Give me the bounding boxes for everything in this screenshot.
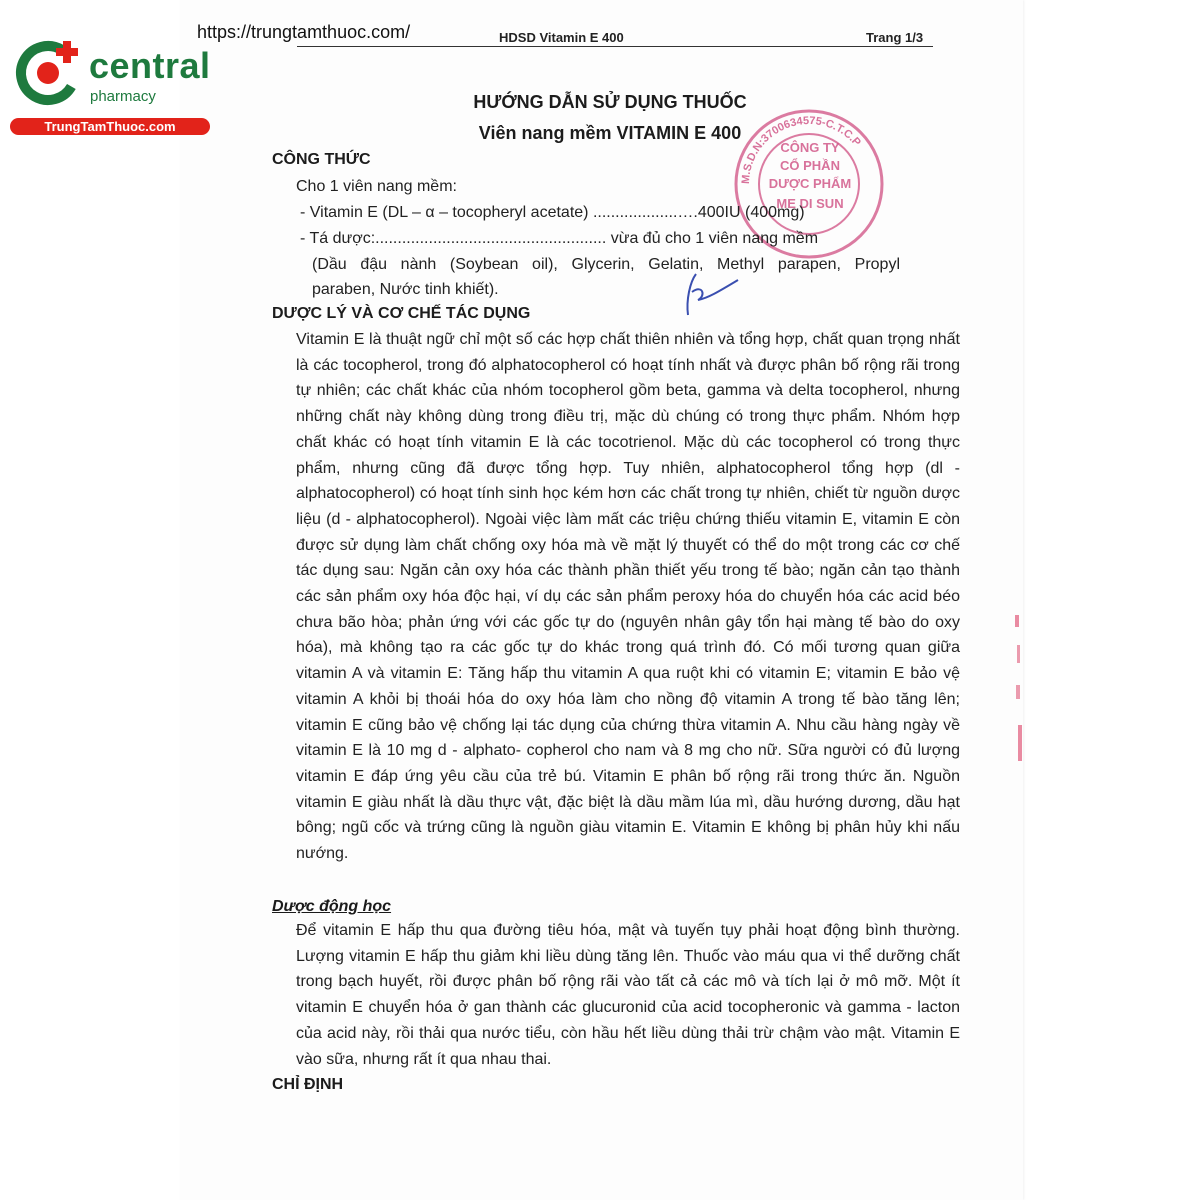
logo-subtitle: pharmacy <box>90 88 156 105</box>
logo-site-banner: TrungTamThuoc.com <box>10 118 210 135</box>
section-heading-formula: CÔNG THỨC <box>272 151 371 168</box>
section-heading-indication: CHỈ ĐỊNH <box>272 1076 344 1093</box>
formula-intro: Cho 1 viên nang mềm: <box>296 178 457 195</box>
logo-wordmark: central <box>89 45 211 86</box>
section-heading-pharmacology: DƯỢC LÝ VÀ CƠ CHẾ TÁC DỤNG <box>272 305 531 322</box>
stamp-line-1: CÔNG TY <box>780 140 840 155</box>
document-title: HƯỚNG DẪN SỬ DỤNG THUỐC <box>473 92 747 112</box>
stamp-ring-text: M.S.D.N:3700634575-C.T.C.P <box>739 114 863 185</box>
pharmacokinetics-paragraph: Để vitamin E hấp thu qua đường tiêu hóa, mật và tuyến tụy phải hoạt động bình thường. Lượng vitamin E hấp thu giảm khi liều dùng tăng lên. Thuốc vào máu qua vi thể dưỡng chất trong bạch huyết, rồi được phân bố rộng rãi vào tất cả các mô và tích lại ở mô mỡ. Một ít vitamin E chuyển hóa ở gan thành các glucuronid của acid tocopheronic và gamma - lacton của acid này, rồi thải qua nước tiểu, còn hầu hết liều dùng thải trừ chậm vào mật. Vitamin E vào sữa, nhưng rất ít qua nhau thai. <box>296 922 960 1068</box>
formula-excipients-list: (Dầu đậu nành (Soybean oil), Glycerin, Gelatin, Methyl parapen, Propyl <box>312 256 900 273</box>
margin-stamp-mark <box>1008 615 1026 765</box>
header-rule <box>297 46 933 47</box>
document-subtitle: Viên nang mềm VITAMIN E 400 <box>478 123 742 143</box>
stamp-line-4: ME DI SUN <box>776 196 844 211</box>
pharmacology-paragraph: Vitamin E là thuật ngữ chỉ một số các hợp chất thiên nhiên và tổng hợp, chất quan trọng nhất là các tocopherol, trong đó alphatocopherol có hoạt tính nhất và được phân bố rộng rãi trong tự nhiên; các chất khác của nhóm tocopherol gồm beta, gamma và delta tocopherol, nhưng những chất này không dùng trong điều trị, mặc dù chúng có trong thực phẩm. Nhóm hợp chất khác có hoạt tính vitamin E là các tocotrienol. Mặc dù các tocopherol có trong thực phẩm, nhưng cũng đã được tổng hợp. Tuy nhiên, alphatocopherol tổng hợp (dl - alphatocopherol) có hoạt tính sinh học kém hơn các chất trong tự nhiên, chiết từ nguồn dược liệu (d - alphatocopherol). Ngoài việc làm mất các triệu chứng thiếu vitamin E, vitamin E còn được sử dụng làm chất chống oxy hóa mà về mặt lý thuyết có thể do một trong các cơ chế tác dụng sau: Ngăn cản oxy hóa các thành phần thiết yếu trong tế bào; ngăn cản tạo thành các sản phẩm oxy hóa độc hại, ví dụ các sản phẩm peroxy hóa do chuyển hóa các acid béo chưa bão hòa; phản ứng với các gốc tự do (nguyên nhân gây tổn hại màng tế bào do oxy hóa), mà không tạo ra các gốc tự do khác trong quá trình đó. Có mối tương quan giữa vitamin A và vitamin E: Tăng hấp thu vitamin A qua ruột khi có vitamin E; vitamin E bảo vệ vitamin A khỏi bị thoái hóa do oxy hóa làm cho nồng độ vitamin A trong tế bào tăng lên; vitamin E cũng bảo vệ chống lại tác dụng của chứng thừa vitamin A. Nhu cầu hàng ngày về vitamin E là 10 mg d - alphato- copherol cho nam và 8 mg cho nữ. Sữa người có đủ lượng vitamin E đáp ứng yêu cầu của trẻ bú. Vitamin E phân bố rộng rãi trong thức ăn. Nguồn vitamin E giàu nhất là dầu thực vật, đặc biệt là dầu mầm lúa mì, dầu hướng dương, dầu hạt bông; ngũ cốc và trứng cũng là nguồn giàu vitamin E. Vitamin E không bị phân hủy khi nấu nướng. <box>296 331 960 863</box>
header-doc-title: HDSD Vitamin E 400 <box>499 30 624 45</box>
section-heading-pharmacokinetics: Dược động học <box>272 898 392 915</box>
stamp-line-2: CỔ PHẦN <box>780 158 840 173</box>
formula-item-vitamin-e: - Vitamin E (DL – α – tocopheryl acetate) ...................….400IU (400mg) <box>300 204 805 221</box>
signature <box>678 270 748 320</box>
header-page-number: Trang 1/3 <box>866 30 924 45</box>
formula-excipients-list-cont: paraben, Nước tinh khiết). <box>312 281 499 298</box>
stamp-line-3: DƯỢC PHẨM <box>768 176 852 191</box>
formula-item-excipients: - Tá dược:.................................................... vừa đủ cho 1 viên nang mềm <box>300 230 819 247</box>
source-url: https://trungtamthuoc.com/ <box>197 22 411 42</box>
